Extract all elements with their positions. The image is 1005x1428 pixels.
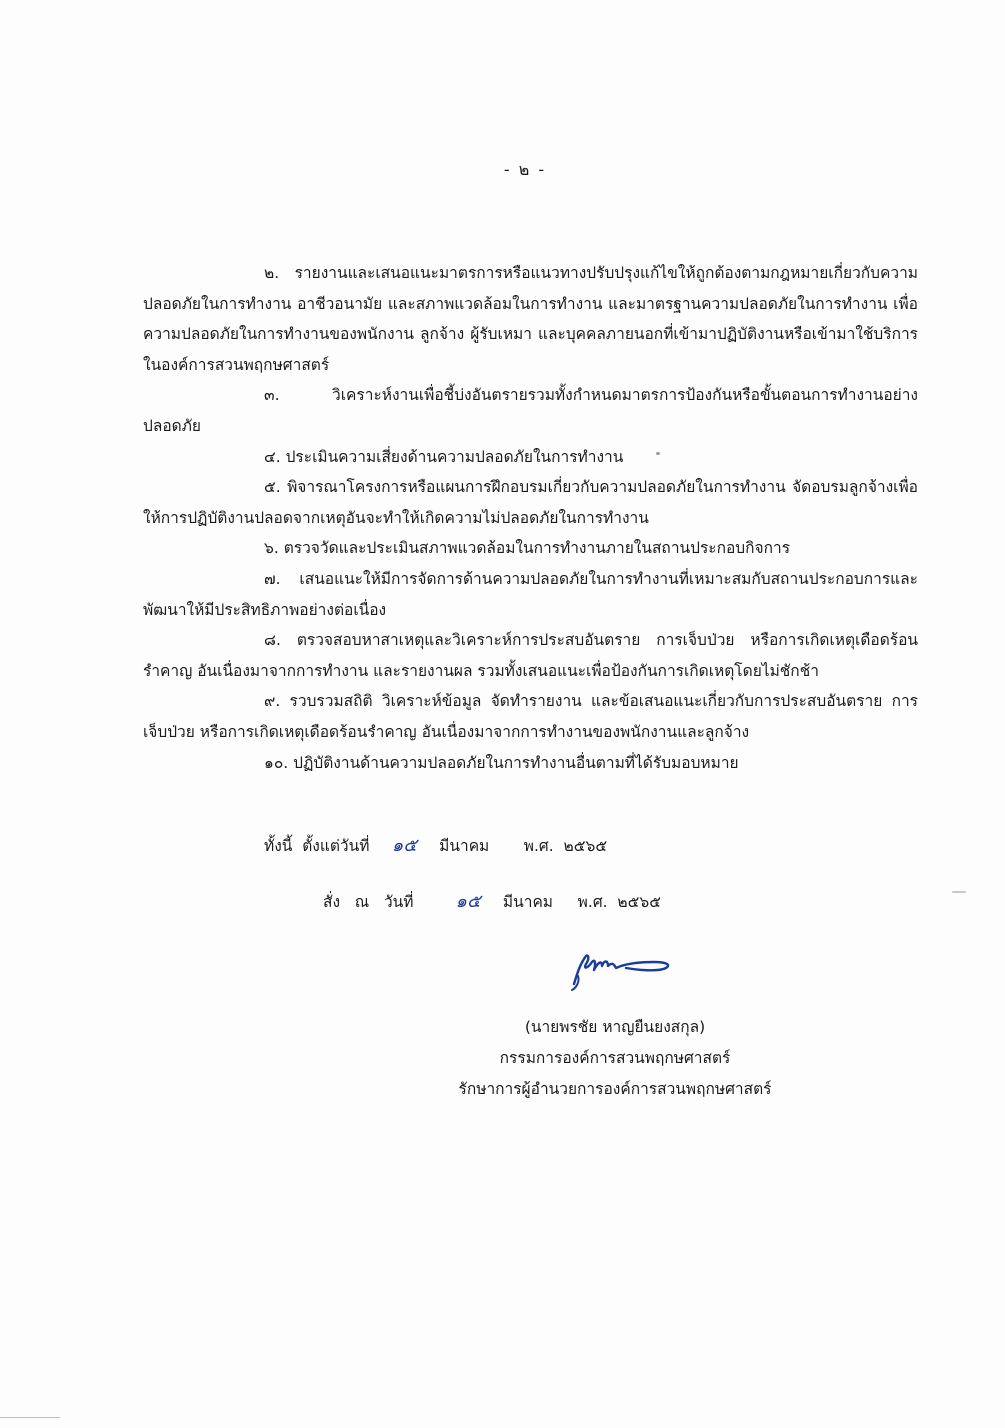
order-day-handwritten: ๑๕ bbox=[455, 891, 481, 912]
signer-acting-position: รักษาการผู้อำนวยการองค์การสวนพฤกษศาสตร์ bbox=[458, 1080, 772, 1098]
duties-list bbox=[143, 258, 918, 778]
duty-item-10: ๑๐. ปฏิบัติงานด้านความปลอดภัยในการทำงานอื่นตามที่ได้รับมอบหมาย bbox=[264, 753, 739, 772]
effective-day-handwritten: ๑๕ bbox=[391, 835, 417, 856]
duty-item-8: ๘. ตรวจสอบหาสาเหตุและวิเคราะห์การประสบอันตราย การเจ็บป่วย หรือการเกิดเหตุเดือดร้อนรำคาญ อันเนื่องมาจากการทำงาน และรายงานผล รวมทั้งเสนอแนะเพื่อป้องกันการเกิดเหตุโดยไม่ชักช้า bbox=[143, 631, 918, 680]
duty-item-6: ๖. ตรวจวัดและประเมินสภาพแวดล้อมในการทำงานภายในสถานประกอบกิจการ bbox=[264, 539, 791, 558]
duty-item-7: ๗. เสนอแนะให้มีการจัดการด้านความปลอดภัยในการทำงานที่เหมาะสมกับสถานประกอบการและพัฒนาให้มีประสิทธิภาพอย่างต่อเนื่อง bbox=[143, 569, 918, 619]
signer-name: (นายพรชัย หาญยืนยงสกุล) bbox=[524, 1018, 706, 1036]
scan-speck bbox=[952, 891, 966, 893]
effective-date-line bbox=[264, 830, 607, 859]
duty-item-4: ๔. ประเมินความเสี่ยงด้านความปลอดภัยในการทำงาน bbox=[264, 447, 624, 466]
duty-item-5: ๕. พิจารณาโครงการหรือแผนการฝึกอบรมเกี่ยวกับความปลอดภัยในการทำงาน จัดอบรมลูกจ้างเพื่อให้การปฏิบัติงานปลอดจากเหตุอันจะทำให้เกิดความไม่ปลอดภัยในการทำงาน bbox=[143, 478, 918, 527]
effective-month: มีนาคม bbox=[439, 837, 490, 855]
signature-image bbox=[568, 946, 680, 992]
order-year: พ.ศ. ๒๕๖๕ bbox=[577, 893, 661, 911]
effective-date-prefix: ทั้งนี้ ตั้งแต่วันที่ bbox=[264, 837, 370, 855]
effective-year: พ.ศ. ๒๕๖๕ bbox=[523, 837, 608, 855]
duty-item-2: ๒. รายงานและเสนอแนะมาตรการหรือแนวทางปรับปรุงแก้ไขให้ถูกต้องตามกฎหมายเกี่ยวกับความปลอดภัยในการทำงาน อาชีวอนามัย และสภาพแวดล้อมในการทำงาน และมาตรฐานความปลอดภัยในการทำงาน เพื่อความปลอดภัยในการทำงานของพนักงาน ลูกจ้าง ผู้รับเหมา และบุคคลภายนอกที่เข้ามาปฏิบัติงานหรือเข้ามาใช้บริการในองค์การสวนพฤกษศาสตร์ bbox=[143, 264, 918, 374]
order-month: มีนาคม bbox=[502, 893, 554, 911]
page-number: - ๒ - bbox=[503, 160, 547, 179]
order-date-line bbox=[323, 886, 661, 915]
signer-block bbox=[415, 1012, 815, 1105]
duty-item-3: ๓. วิเคราะห์งานเพื่อชี้บ่งอันตรายรวมทั้งกำหนดมาตรการป้องกันหรือขั้นตอนการทำงานอย่างปลอดภัย bbox=[143, 386, 918, 435]
scan-speck bbox=[656, 452, 660, 455]
signer-position: กรรมการองค์การสวนพฤกษศาสตร์ bbox=[499, 1049, 731, 1067]
duty-item-9: ๙. รวบรวมสถิติ วิเคราะห์ข้อมูล จัดทำรายงาน และข้อเสนอแนะเกี่ยวกับการประสบอันตราย การเจ็บป่วย หรือการเกิดเหตุเดือดร้อนรำคาญ อันเนื่องมาจากการทำงานของพนักงานและลูกจ้าง bbox=[143, 692, 918, 741]
order-date-prefix: สั่ง ณ วันที่ bbox=[323, 893, 414, 911]
scan-edge-mark bbox=[0, 1417, 60, 1418]
